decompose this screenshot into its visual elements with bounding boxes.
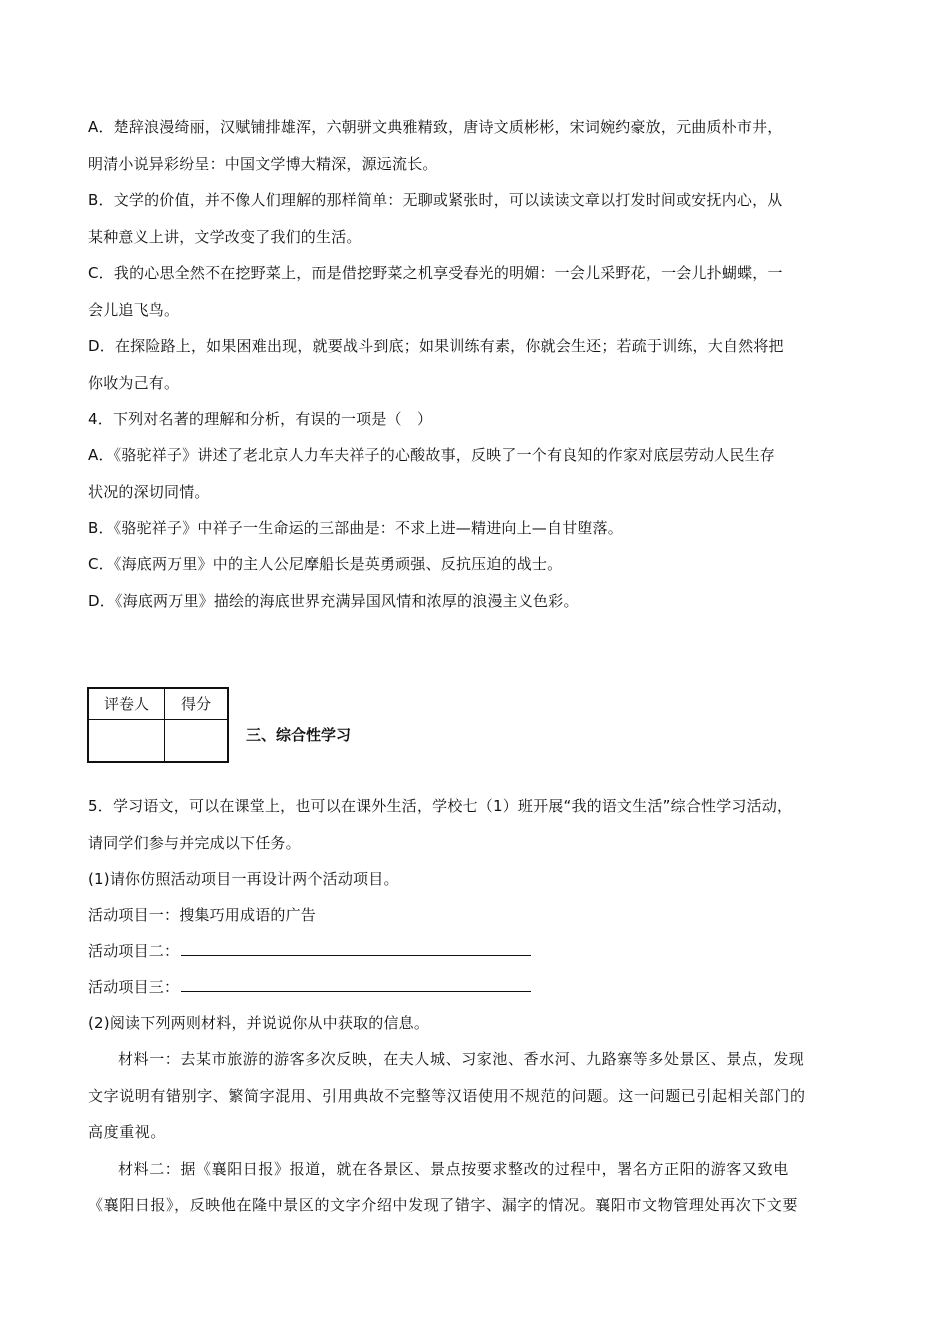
- q3-option-d-line2: 你收为己有。: [88, 374, 180, 392]
- answer-blank-2[interactable]: [181, 941, 531, 956]
- q4-option-a-line1: A．《骆驼祥子》讲述了老北京人力车夫祥子的心酸故事，反映了一个有良知的作家对底层劳动人民生存: [88, 446, 775, 464]
- material1-line1: 材料一：去某市旅游的游客多次反映，在夫人城、习家池、香水河、九路寨等多处景区、景点，发现: [118, 1050, 805, 1068]
- material2-line2: 《襄阳日报》，反映他在隆中景区的文字介绍中发现了错字、漏字的情况。襄阳市文物管理处再次下文要: [88, 1196, 799, 1214]
- section-title: 三、综合性学习: [246, 726, 352, 744]
- score-table: [87, 687, 229, 763]
- q4-option-b: B．《骆驼祥子》中祥子一生命运的三部曲是：不求上进—精进向上—自甘堕落。: [88, 519, 623, 537]
- q5-stem-line1: 5．学习语文，可以在课堂上，也可以在课外生活，学校七（1）班开展“我的语文生活”综合性学习活动，: [88, 797, 793, 815]
- material2-line1: 材料二：据《襄阳日报》报道，就在各景区、景点按要求整改的过程中，署名方正阳的游客又致电: [118, 1160, 789, 1178]
- q3-option-a-line1: A．楚辞浪漫绮丽，汉赋铺排雄浑，六朝骈文典雅精致，唐诗文质彬彬，宋词婉约豪放，元曲质朴市井，: [88, 118, 783, 136]
- score-cell[interactable]: [165, 719, 229, 762]
- material1-line3: 高度重视。: [88, 1123, 167, 1141]
- activity-item-2-label: 活动项目二：: [88, 942, 180, 960]
- q5-stem-line2: 请同学们参与并完成以下任务。: [88, 834, 301, 852]
- q5-part1: (1)请你仿照活动项目一再设计两个活动项目。: [88, 870, 399, 888]
- activity-item-2: [88, 941, 531, 961]
- q3-option-c-line2: 会儿追飞鸟。: [88, 301, 180, 319]
- grader-cell[interactable]: [88, 719, 165, 762]
- answer-blank-3[interactable]: [181, 977, 531, 992]
- q5-part2: (2)阅读下列两则材料，并说说你从中获取的信息。: [88, 1014, 430, 1032]
- q4-option-a-line2: 状况的深切同情。: [88, 483, 210, 501]
- q3-option-b-line1: B．文学的价值，并不像人们理解的那样简单：无聊或紧张时，可以读读文章以打发时间或安抚内心，从: [88, 191, 783, 209]
- q3-option-d-line1: D．在探险路上，如果困难出现，就要战斗到底；如果训练有素，你就会生还；若疏于训练，大自然将把: [88, 337, 784, 355]
- activity-item-3-label: 活动项目三：: [88, 978, 180, 996]
- score-header: 得分: [165, 688, 229, 719]
- q3-option-c-line1: C．我的心思全然不在挖野菜上，而是借挖野菜之机享受春光的明媚：一会儿采野花，一会儿扑蝴蝶，一: [88, 264, 783, 282]
- q4-option-d: D．《海底两万里》描绘的海底世界充满异国风情和浓厚的浪漫主义色彩。: [88, 592, 579, 610]
- activity-item-3: [88, 977, 531, 997]
- q3-option-b-line2: 某种意义上讲，文学改变了我们的生活。: [88, 228, 362, 246]
- grader-header: 评卷人: [88, 688, 165, 719]
- q4-stem: 4．下列对名著的理解和分析，有误的一项是（ ）: [88, 410, 433, 428]
- q4-option-c: C．《海底两万里》中的主人公尼摩船长是英勇顽强、反抗压迫的战士。: [88, 555, 563, 573]
- q3-option-a-line2: 明清小说异彩纷呈：中国文学博大精深，源远流长。: [88, 155, 438, 173]
- material1-line2: 文字说明有错别字、繁简字混用、引用典故不完整等汉语使用不规范的问题。这一问题已引起相关部门的: [88, 1087, 806, 1105]
- activity-item-1: 活动项目一：搜集巧用成语的广告: [88, 906, 317, 924]
